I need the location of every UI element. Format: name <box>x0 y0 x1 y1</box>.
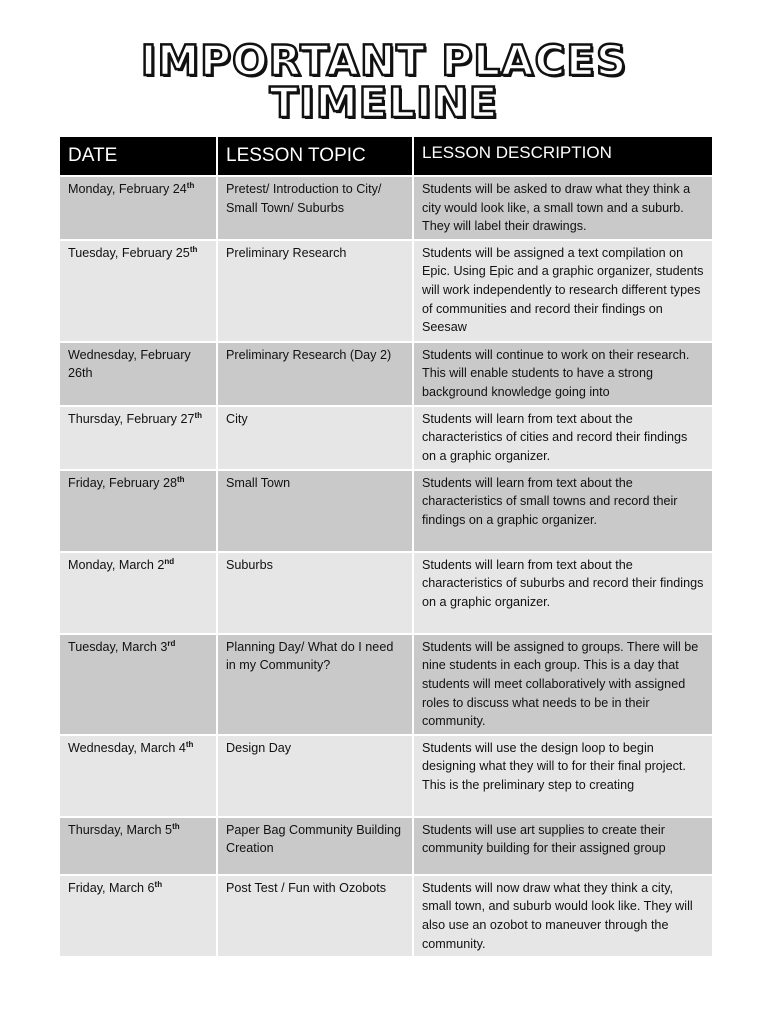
topic-cell: Preliminary Research <box>218 241 412 341</box>
date-cell: Wednesday, March 4th <box>60 736 216 816</box>
topic-cell: Suburbs <box>218 553 412 633</box>
description-cell: Students will now draw what they think a city, small town, and suburb would look like. They will also use an ozobot to maneuver through the community. <box>414 876 712 956</box>
header-date: DATE <box>60 137 216 175</box>
topic-cell: Preliminary Research (Day 2) <box>218 343 412 405</box>
date-cell: Monday, March 2nd <box>60 553 216 633</box>
table-row <box>60 553 712 633</box>
topic-cell: Planning Day/ What do I need in my Community? <box>218 635 412 734</box>
description-cell: Students will be assigned a text compilation on Epic. Using Epic and a graphic organizer, students will work independently to research different types of communities and record their findings on Seesaw <box>414 241 712 341</box>
timeline-table <box>58 135 714 958</box>
header-description: LESSON DESCRIPTION <box>414 137 712 175</box>
topic-cell: Post Test / Fun with Ozobots <box>218 876 412 956</box>
page-title <box>0 36 768 127</box>
table-row <box>60 876 712 956</box>
table-row <box>60 736 712 816</box>
description-cell: Students will use art supplies to create their community building for their assigned group <box>414 818 712 874</box>
date-cell: Tuesday, March 3rd <box>60 635 216 734</box>
description-cell: Students will continue to work on their research. This will enable students to have a strong background knowledge going into <box>414 343 712 405</box>
date-cell: Friday, March 6th <box>60 876 216 956</box>
description-cell: Students will learn from text about the characteristics of small towns and record their findings on a graphic organizer. <box>414 471 712 551</box>
date-cell: Friday, February 28th <box>60 471 216 551</box>
table-row <box>60 818 712 874</box>
topic-cell: Design Day <box>218 736 412 816</box>
description-cell: Students will use the design loop to begin designing what they will to for their final project. This is the preliminary step to creating <box>414 736 712 816</box>
table-row <box>60 635 712 734</box>
header-row <box>60 137 712 175</box>
table-row <box>60 407 712 469</box>
description-cell: Students will learn from text about the characteristics of cities and record their findings on a graphic organizer. <box>414 407 712 469</box>
title-line-1: IMPORTANT PLACES <box>140 36 628 85</box>
table-row <box>60 471 712 551</box>
table-row <box>60 343 712 405</box>
date-cell: Thursday, February 27th <box>60 407 216 469</box>
table-row <box>60 177 712 239</box>
date-cell: Thursday, March 5th <box>60 818 216 874</box>
description-cell: Students will be asked to draw what they think a city would look like, a small town and a suburb. They will label their drawings. <box>414 177 712 239</box>
topic-cell: City <box>218 407 412 469</box>
header-topic: LESSON TOPIC <box>218 137 412 175</box>
title-line-2: TIMELINE <box>269 78 499 127</box>
date-cell: Monday, February 24th <box>60 177 216 239</box>
date-cell: Wednesday, February 26th <box>60 343 216 405</box>
topic-cell: Pretest/ Introduction to City/ Small Town/ Suburbs <box>218 177 412 239</box>
topic-cell: Small Town <box>218 471 412 551</box>
topic-cell: Paper Bag Community Building Creation <box>218 818 412 874</box>
date-cell: Tuesday, February 25th <box>60 241 216 341</box>
description-cell: Students will be assigned to groups. There will be nine students in each group. This is a day that students will meet collaboratively with assigned roles to discuss what needs to be in their community. <box>414 635 712 734</box>
table-row <box>60 241 712 341</box>
description-cell: Students will learn from text about the characteristics of suburbs and record their findings on a graphic organizer. <box>414 553 712 633</box>
